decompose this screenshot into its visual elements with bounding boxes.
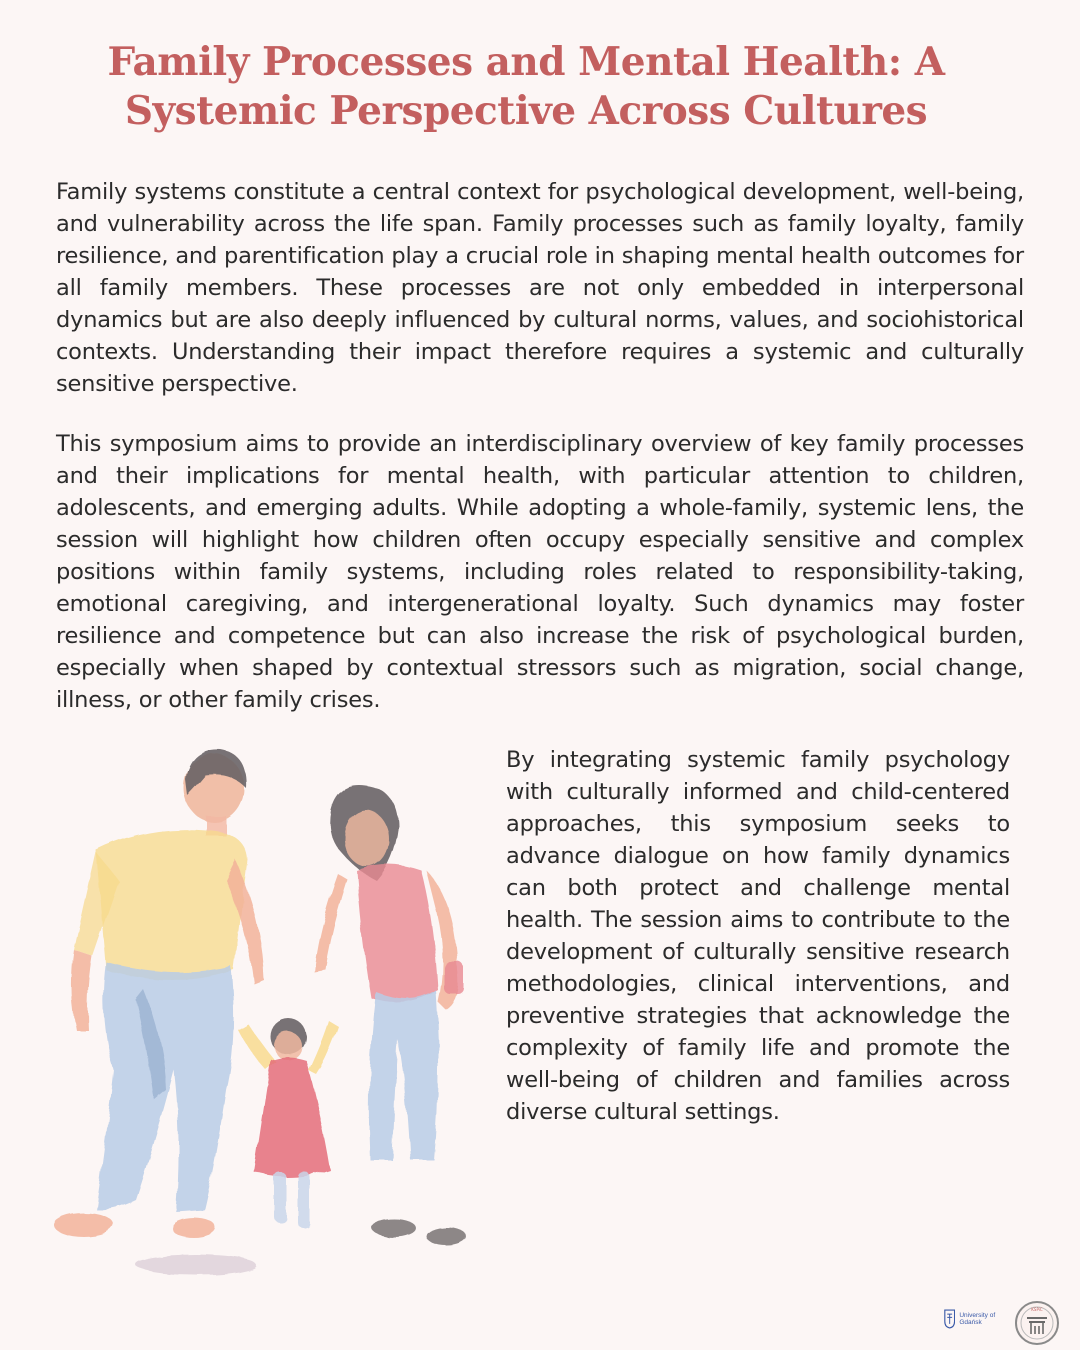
intro-paragraph: Family systems constitute a central context for psychological development, well-being, and vulnerability across the life span. Family processes such as family loyalty, family resilience, and parentification play a crucial role in shaping mental health outcomes for all family members. These processes are not only embedded in interpersonal dynamics but are also deeply influenced by cultural norms, values, and sociohistorical contexts. Understanding their impact therefore requires a systemic and culturally sensitive perspective. [56, 179, 1024, 397]
page-title: Family Processes and Mental Health: A Systemic Perspective Across Cultures [107, 39, 945, 134]
family-illustration [26, 740, 476, 1300]
society-seal-icon [1014, 1300, 1060, 1346]
university-logo [944, 1302, 1008, 1336]
aims-paragraph: This symposium aims to provide an interdisciplinary overview of key family processes and their implications for mental health, with particular attention to children, adolescents, and emerging adults. While adopting a whole-family, systemic lens, the session will highlight how children often occupy especially sensitive and complex positions within family systems, including roles related to responsibility-taking, emotional caregiving, and intergenerational loyalty. Such dynamics may foster resilience and competence but can also increase the risk of psychological burden, especially when shaped by contextual stressors such as migration, social change, illness, or other family crises. [56, 431, 1024, 713]
university-crest-icon [944, 1307, 955, 1331]
svg-text:KSPiC: KSPiC [1031, 1307, 1043, 1312]
university-logo-text: University of Gdańsk [959, 1312, 996, 1326]
conclusion-paragraph: By integrating systemic family psychology with culturally informed and child-centered approaches, this symposium seeks to advance dialogue on how family dynamics can both protect and challenge mental health. The session aims to contribute to the development of culturally sensitive research methodologies, clinical interventions, and preventive strategies that acknowledge the complexity of family life and promote the well-being of children and families across diverse cultural settings. [506, 747, 1010, 1125]
